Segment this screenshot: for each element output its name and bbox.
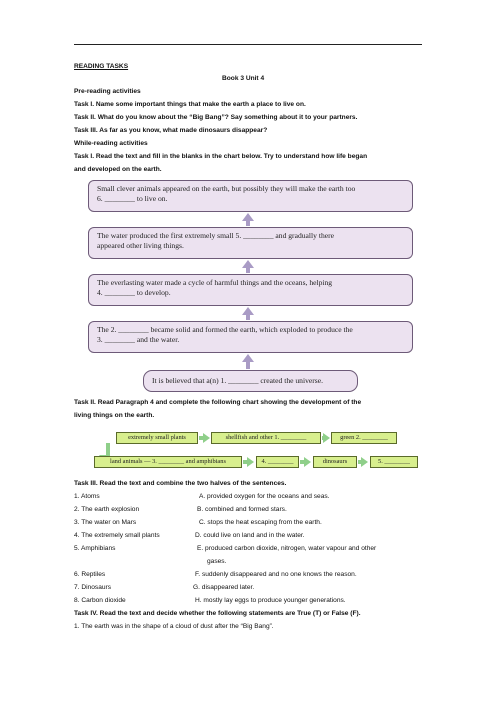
green-box-2: shellfish and other 1. ________ <box>211 432 321 444</box>
right-arrow-icon <box>247 457 254 467</box>
flow-box-6 <box>88 180 413 212</box>
task3-left-8: 8. Carbon dioxide <box>74 597 126 604</box>
green-box-7: 5. ________ <box>370 456 418 468</box>
flow-box-5 <box>88 227 413 259</box>
task3-right-c: C. stops the heat escaping from the earth. <box>199 519 322 526</box>
task3-right-d: D. could live on land and in the water. <box>195 532 305 539</box>
right-arrow-icon <box>323 433 330 443</box>
task3-right-e-cont: gases. <box>207 558 227 565</box>
task3-left-3: 3. The water on Mars <box>74 519 137 526</box>
flow-box-3-line1: The 2. ________ became solid and formed the earth, which exploded to produce the <box>97 325 353 334</box>
flow-box-6-line1: Small clever animals appeared on the earth, but possibly they will make the earth too <box>97 184 356 193</box>
right-arrow-icon <box>304 457 311 467</box>
task3-right-h: H. mostly lay eggs to produce younger generations. <box>195 597 346 604</box>
task4-item-1: 1. The earth was in the shape of a cloud of dust after the “Big Bang”. <box>74 623 274 630</box>
while-task-1-line2: and developed on the earth. <box>74 166 162 173</box>
green-box-5: 4. ________ <box>256 456 299 468</box>
arrow-stem <box>246 314 250 320</box>
right-arrow-icon <box>361 457 368 467</box>
task2-line1: Task II. Read Paragraph 4 and complete the following chart showing the development of the <box>74 399 362 406</box>
task3-heading: Task III. Read the text and combine the two halves of the sentences. <box>74 480 287 487</box>
task3-left-4: 4. The extremely small plants <box>74 532 160 539</box>
arrow-stem <box>246 220 250 226</box>
flow-box-6-line2: 6. ________ to live on. <box>97 193 168 203</box>
page-title: READING TASKS <box>74 63 129 70</box>
flow-box-1 <box>143 370 358 392</box>
green-box-1: extremely small plants <box>116 432 198 444</box>
flow-box-4-line1: The everlasting water made a cycle of harmful things and the oceans, helping <box>97 278 333 287</box>
while-reading-heading: While-reading activities <box>74 140 148 147</box>
task3-left-7: 7. Dinosaurs <box>74 584 112 591</box>
task3-right-a: A. provided oxygen for the oceans and seas. <box>199 493 330 500</box>
green-box-4: land animals — 3. ________ and amphibians <box>94 456 242 468</box>
arrow-stem <box>246 361 250 369</box>
task3-right-f: F. suddenly disappeared and no one knows the reason. <box>195 571 357 578</box>
header-rule <box>74 44 422 45</box>
task3-left-2: 2. The earth explosion <box>74 506 140 513</box>
right-arrow-icon <box>203 433 210 443</box>
flow-box-5-line2: appeared other living things. <box>97 240 184 250</box>
pre-task-2: Task II. What do you know about the “Big Bang”? Say something about it to your partners. <box>74 114 358 121</box>
while-task-1-line1: Task I. Read the text and fill in the blanks in the chart below. Try to understand how life began <box>74 153 368 160</box>
pre-task-1: Task I. Name some important things that make the earth a place to live on. <box>74 101 306 108</box>
flow-box-4-line2: 4. ________ to develop. <box>97 287 171 297</box>
flow-box-3 <box>88 321 413 353</box>
task2-line2: living things on the earth. <box>74 412 155 419</box>
task3-right-e: E. produced carbon dioxide, nitrogen, water vapour and other <box>197 545 377 552</box>
book-unit: Book 3 Unit 4 <box>222 75 265 82</box>
green-box-3: green 2. ________ <box>331 432 397 444</box>
task3-left-6: 6. Reptiles <box>74 571 106 578</box>
task3-right-b: B. combined and formed stars. <box>197 506 287 513</box>
flow-box-3-line2: 3. ________ and the water. <box>97 334 180 344</box>
task3-left-1: 1. Atoms <box>74 493 100 500</box>
arrow-stem <box>246 267 250 273</box>
task3-right-g: G. disappeared later. <box>193 584 255 591</box>
task4-heading: Task IV. Read the text and decide whether the following statements are True (T) or False (F). <box>74 610 361 617</box>
task3-left-5: 5. Amphibians <box>74 545 116 552</box>
pre-reading-heading: Pre-reading activities <box>74 88 141 95</box>
pre-task-3: Task III. As far as you know, what made dinosaurs disappear? <box>74 127 268 134</box>
flow-box-4 <box>88 274 413 306</box>
flow-box-1-text: It is believed that a(n) 1. ________ created the universe. <box>152 376 324 385</box>
green-box-6: dinosaurs <box>313 456 357 468</box>
flow-box-5-line1: The water produced the first extremely small 5. ________ and gradually there <box>97 231 335 240</box>
